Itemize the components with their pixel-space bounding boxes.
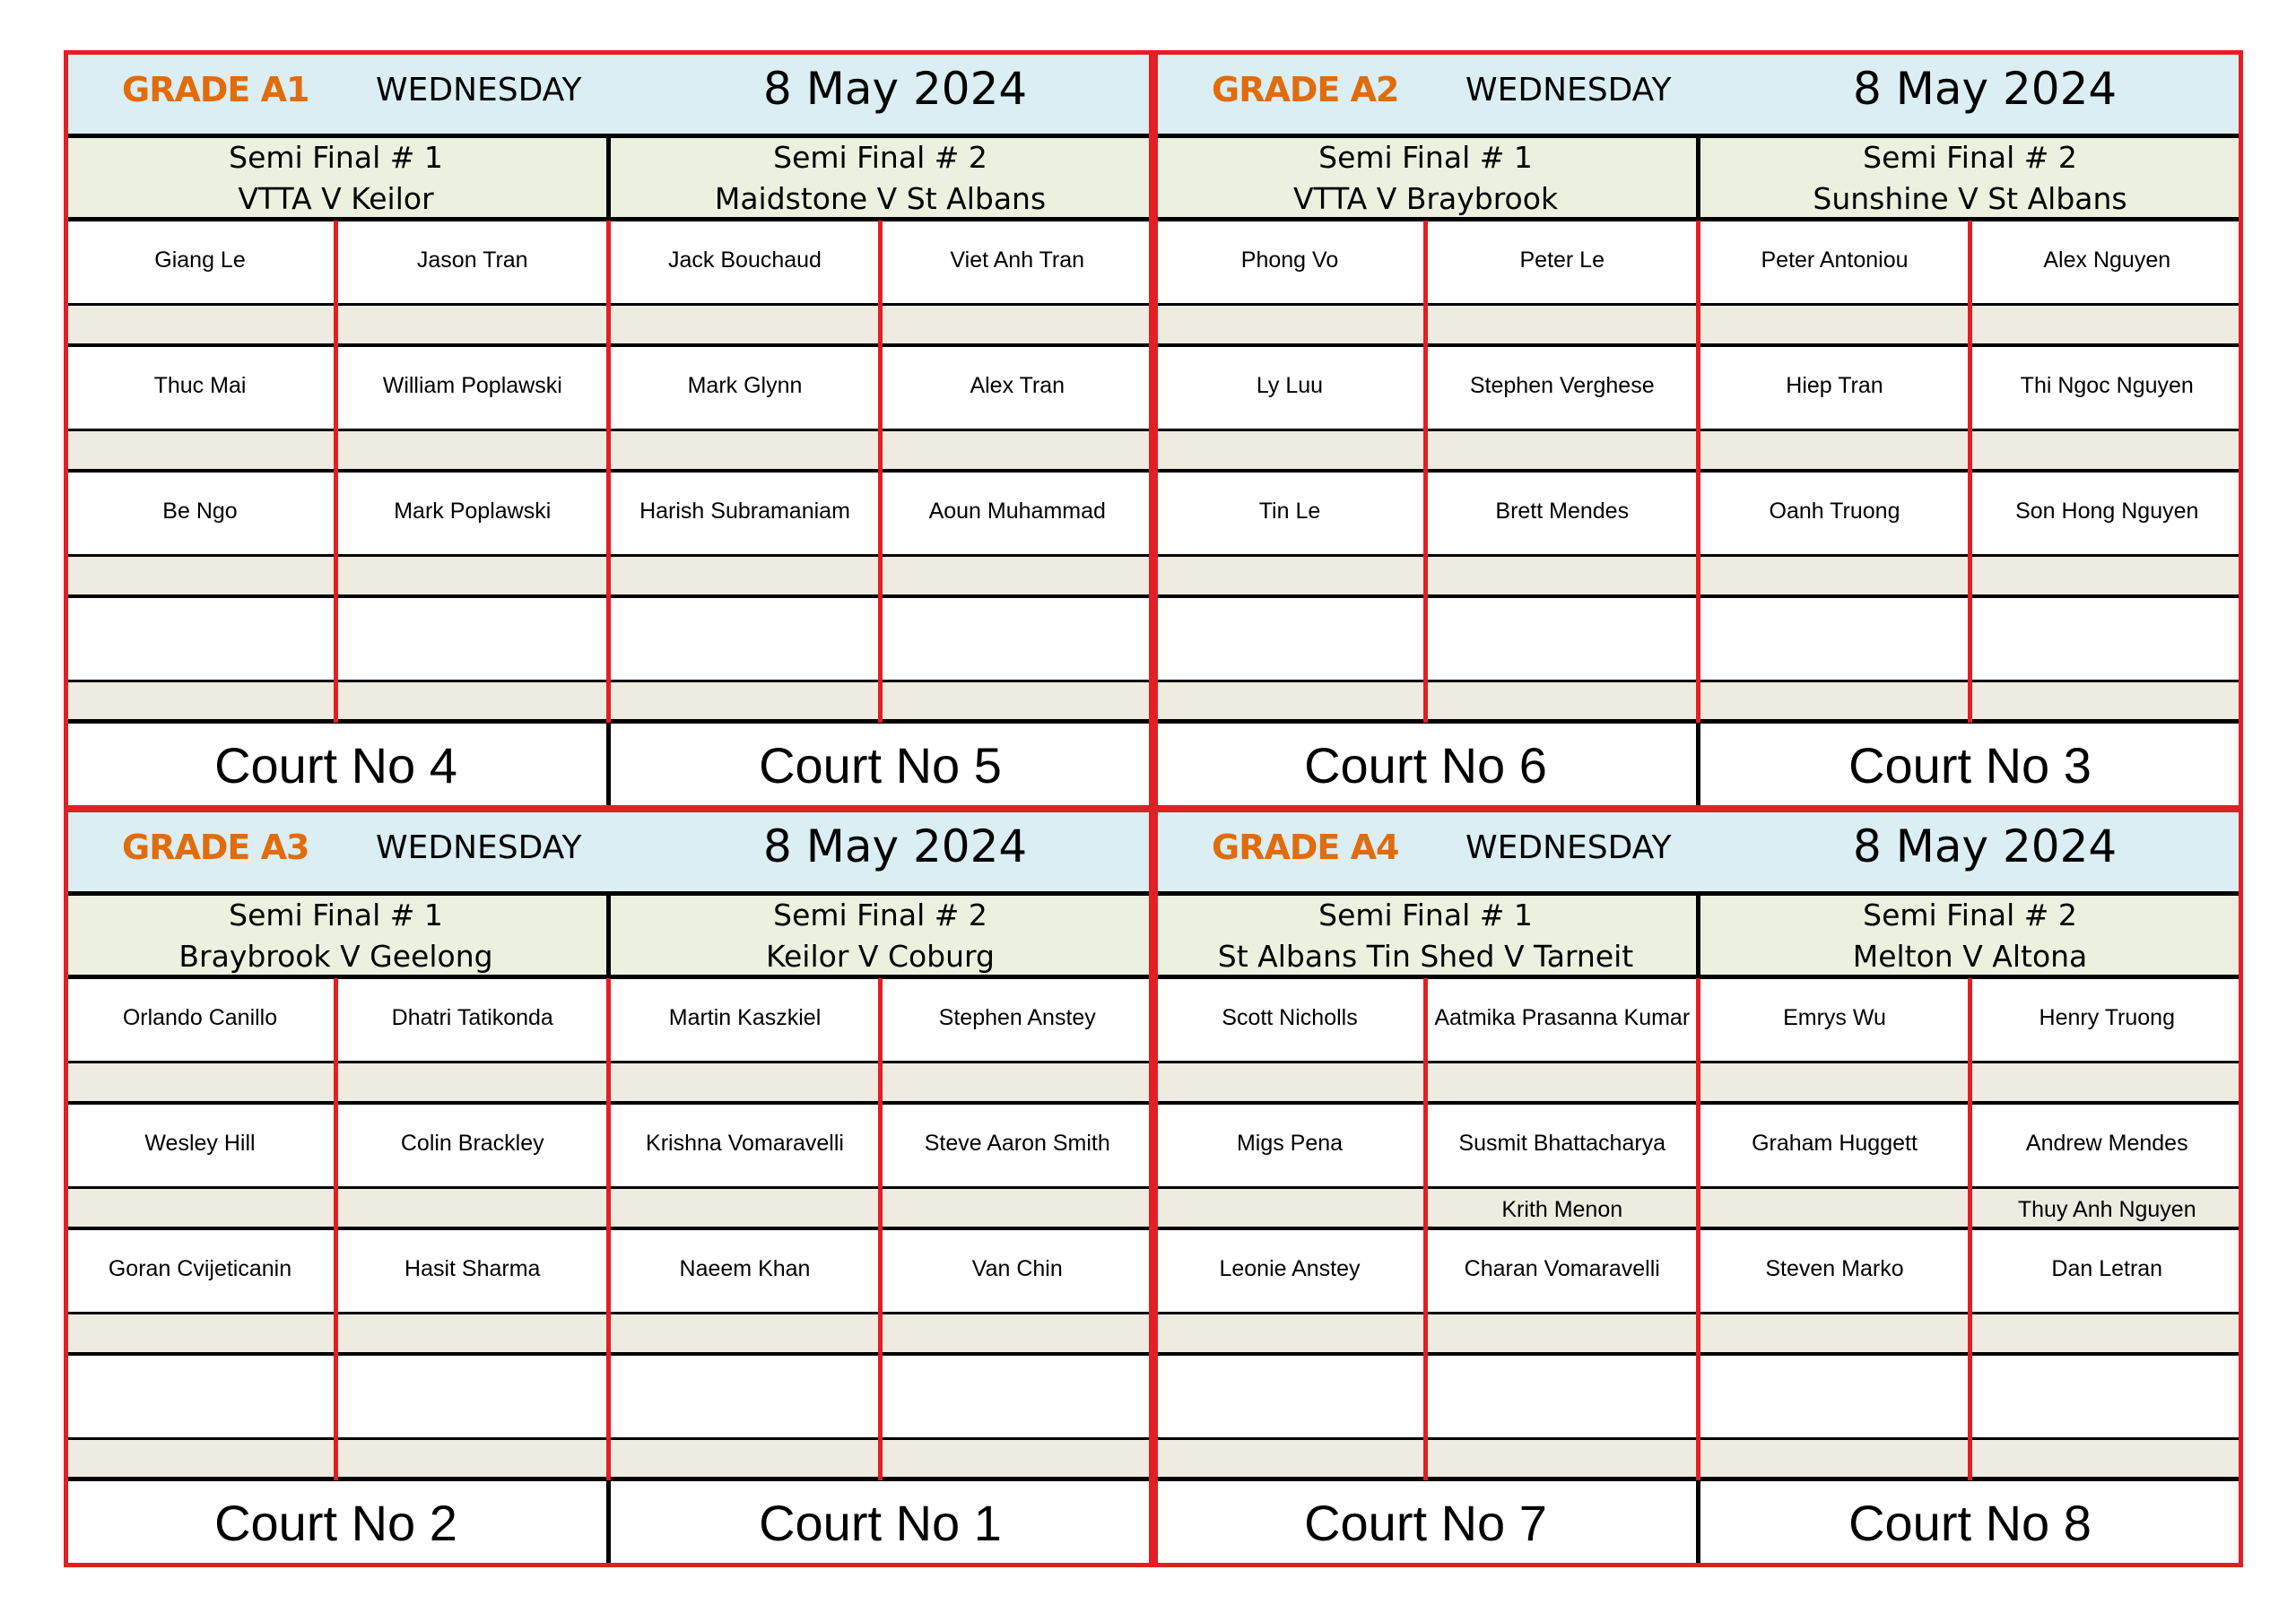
player-name: Emrys Wu: [1783, 1005, 1886, 1030]
semi-final-header: [1698, 893, 2242, 978]
grade-panel: [64, 50, 1153, 808]
player-name: Mark Poplawski: [394, 499, 552, 524]
player-name: Andrew Mendes: [2025, 1131, 2188, 1156]
grade-panel: [64, 808, 1153, 1566]
column-divider: [606, 221, 611, 723]
grade-panel: [1153, 50, 2243, 808]
grade-header: [1153, 808, 2243, 893]
column-divider: [1968, 978, 1972, 1480]
court-number: Court No 3: [1698, 723, 2242, 808]
substitute-player: Thuy Anh Nguyen: [2017, 1197, 2196, 1222]
fixture-teams: Melton V Altona: [1852, 939, 2088, 974]
grade-name: GRADE A2: [1212, 70, 1399, 109]
court-number: Court No 2: [64, 1480, 608, 1566]
court-number: Court No 1: [608, 1480, 1152, 1566]
semi-final-header: [1153, 135, 1698, 221]
column-divider: [606, 978, 611, 1480]
semi-final-header: [608, 893, 1152, 978]
grade-header: [64, 808, 1153, 893]
player-name: Graham Huggett: [1752, 1131, 1918, 1156]
player-name: Krishna Vomaravelli: [646, 1131, 844, 1156]
match-date: 8 May 2024: [1853, 820, 2118, 872]
grade-header: [64, 50, 1153, 135]
column-divider: [1696, 221, 1700, 723]
player-name: Stephen Anstey: [938, 1005, 1096, 1030]
player-name: Oanh Truong: [1769, 499, 1900, 524]
semi-final-header: [608, 135, 1152, 221]
semi-final-header: [1153, 893, 1698, 978]
player-name: Colin Brackley: [400, 1131, 544, 1156]
semi-final-label: Semi Final # 1: [229, 898, 443, 932]
semi-final-header: [64, 135, 608, 221]
fixture-teams: St Albans Tin Shed V Tarneit: [1217, 939, 1634, 974]
semi-final-label: Semi Final # 2: [1863, 140, 2077, 175]
grade-name: GRADE A4: [1212, 828, 1399, 867]
grade-name: GRADE A1: [122, 70, 309, 109]
fixture-teams: Keilor V Coburg: [766, 939, 995, 974]
player-name: Susmit Bhattacharya: [1458, 1131, 1666, 1156]
substitute-player: Krith Menon: [1501, 1197, 1623, 1222]
player-name: Steven Marko: [1765, 1256, 1904, 1281]
player-name: William Poplawski: [382, 373, 562, 398]
player-name: Goran Cvijeticanin: [108, 1256, 292, 1281]
column-divider: [1968, 221, 1972, 723]
semi-final-label: Semi Final # 1: [1318, 140, 1533, 175]
fixture-teams: VTTA V Braybrook: [1292, 181, 1559, 216]
weekday: WEDNESDAY: [1465, 72, 1672, 108]
player-name: Hiep Tran: [1786, 373, 1883, 398]
player-name: Dhatri Tatikonda: [391, 1005, 553, 1030]
player-name: Son Hong Nguyen: [2015, 499, 2199, 524]
player-name: Wesley Hill: [144, 1131, 256, 1156]
column-divider: [334, 221, 338, 723]
player-name: Brett Mendes: [1495, 499, 1630, 524]
fixture-teams: VTTA V Keilor: [238, 181, 434, 216]
player-name: Dan Letran: [2051, 1256, 2163, 1281]
player-name: Stephen Verghese: [1469, 373, 1655, 398]
player-name: Viet Anh Tran: [950, 247, 1085, 273]
player-name: Thi Ngoc Nguyen: [2020, 373, 2194, 398]
player-name: Naeem Khan: [679, 1256, 811, 1281]
player-name: Steve Aaron Smith: [924, 1131, 1110, 1156]
grade-block: [64, 50, 2243, 808]
weekday: WEDNESDAY: [1465, 829, 1672, 866]
player-name: Martin Kaszkiel: [668, 1005, 822, 1030]
column-divider: [1423, 221, 1428, 723]
column-divider: [334, 978, 338, 1480]
player-name: Hasit Sharma: [404, 1256, 541, 1281]
player-name: Leonie Anstey: [1219, 1256, 1361, 1281]
player-name: Van Chin: [971, 1256, 1063, 1281]
player-name: Orlando Canillo: [122, 1005, 278, 1030]
column-divider: [1696, 893, 1700, 978]
court-number: Court No 4: [64, 723, 608, 808]
player-name: Jason Tran: [416, 247, 528, 273]
column-divider: [606, 893, 611, 978]
court-number: Court No 5: [608, 723, 1152, 808]
match-date: 8 May 2024: [763, 63, 1028, 115]
player-name: Phong Vo: [1240, 247, 1339, 273]
player-name: Charan Vomaravelli: [1464, 1256, 1660, 1281]
semi-final-label: Semi Final # 1: [1318, 898, 1533, 932]
column-divider: [606, 1480, 611, 1566]
semi-final-label: Semi Final # 2: [773, 140, 987, 175]
semi-final-label: Semi Final # 1: [229, 140, 443, 175]
column-divider: [878, 221, 883, 723]
weekday: WEDNESDAY: [376, 829, 582, 866]
player-name: Jack Bouchaud: [668, 247, 822, 273]
fixture-teams: Maidstone V St Albans: [714, 181, 1047, 216]
player-name: Giang Le: [154, 247, 246, 273]
column-divider: [878, 978, 883, 1480]
column-divider: [1696, 1480, 1700, 1566]
player-name: Migs Pena: [1236, 1131, 1344, 1156]
column-divider: [1696, 978, 1700, 1480]
player-name: Ly Luu: [1256, 373, 1324, 398]
column-divider: [606, 723, 611, 808]
column-divider: [1696, 723, 1700, 808]
semi-final-label: Semi Final # 2: [773, 898, 987, 932]
schedule-sheet: [64, 50, 2243, 1566]
fixture-teams: Braybrook V Geelong: [178, 939, 493, 974]
player-name: Alex Tran: [970, 373, 1065, 398]
grade-panel: [1153, 808, 2243, 1566]
player-name: Peter Le: [1519, 247, 1605, 273]
court-number: Court No 7: [1153, 1480, 1698, 1566]
player-name: Scott Nicholls: [1222, 1005, 1358, 1030]
player-name: Thuc Mai: [153, 373, 247, 398]
player-name: Be Ngo: [162, 499, 238, 524]
player-name: Alex Nguyen: [2043, 247, 2171, 273]
semi-final-label: Semi Final # 2: [1863, 898, 2077, 932]
player-name: Mark Glynn: [687, 373, 803, 398]
player-name: Harish Subramaniam: [639, 499, 850, 524]
column-divider: [1423, 978, 1428, 1480]
court-number: Court No 6: [1153, 723, 1698, 808]
column-divider: [1696, 135, 1700, 221]
semi-final-header: [1698, 135, 2242, 221]
player-name: Tin Le: [1258, 499, 1321, 524]
match-date: 8 May 2024: [1853, 63, 2118, 115]
column-divider: [606, 135, 611, 221]
semi-final-header: [64, 893, 608, 978]
grade-header: [1153, 50, 2243, 135]
grade-name: GRADE A3: [122, 828, 309, 867]
match-date: 8 May 2024: [763, 820, 1028, 872]
weekday: WEDNESDAY: [376, 72, 582, 108]
player-name: Aoun Muhammad: [928, 499, 1106, 524]
court-number: Court No 8: [1698, 1480, 2242, 1566]
player-name: Aatmika Prasanna Kumar: [1434, 1005, 1691, 1030]
fixture-teams: Sunshine V St Albans: [1813, 181, 2127, 216]
grade-block: [64, 808, 2243, 1566]
player-name: Henry Truong: [2039, 1005, 2175, 1030]
player-name: Peter Antoniou: [1761, 247, 1909, 273]
